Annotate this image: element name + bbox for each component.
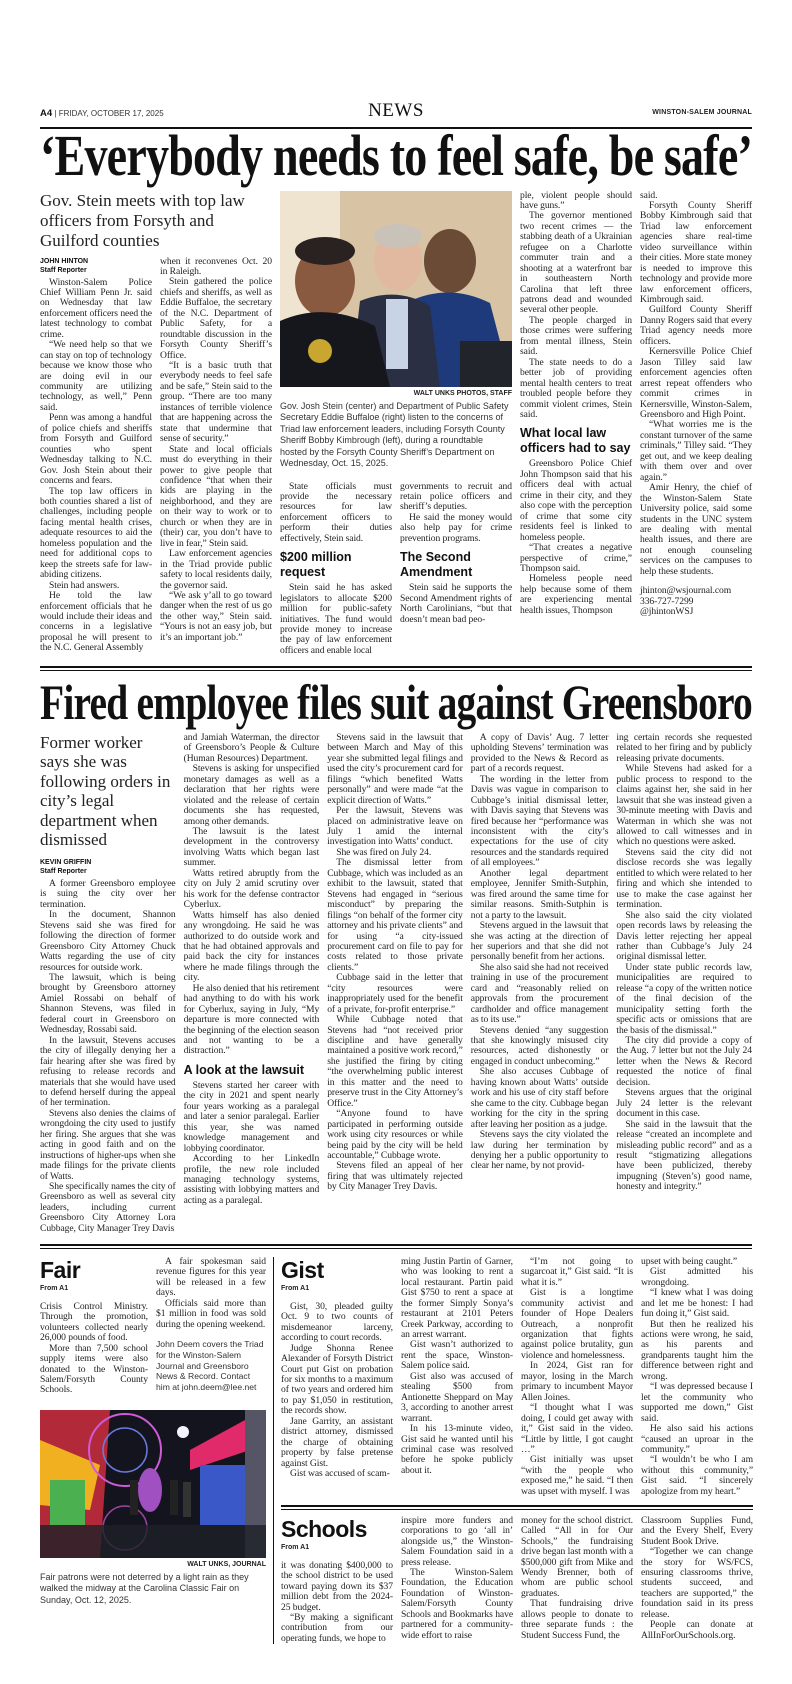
paragraph: She was fired on July 24.: [336, 846, 432, 858]
gist-schools-divider: [281, 1505, 753, 1510]
paragraph: “Anyone found to have participated in performing outside work using city resources or while being paid by the city will be held accountable,” Cubbage wrote.: [327, 1108, 463, 1162]
paragraph: While Stevens had asked for a public process to respond to the claims against her, she said in her lawsuit that she was instead given a 30-minute meeting with Davis and Waterman in which she was not allowed to call witnesses and in which no questions were asked.: [616, 763, 752, 848]
paragraph: Gist also was accused of stealing $500 from Antionette Sheppard on May 3, according to another arrest warrant.: [401, 1370, 513, 1424]
fair-block: [40, 1257, 273, 1607]
paragraph: The lawsuit, which is being brought by Greensboro attorney Amiel Rossabi on behalf of Shannon Stevens, was filed in federal court in Greensboro on Wednesday, Rossabi said.: [40, 971, 176, 1036]
paragraph: Gist initially was upset “with the people who exposed me,” he said. “I then was upset with myself. I was: [521, 1454, 633, 1497]
paragraph: Gist is a longtime community activist and founder of Hope Dealers Outreach, a nonprofit organization that fights against police brutality, gun violence and homelessness.: [521, 1287, 633, 1361]
newspaper-name: WINSTON-SALEM JOURNAL: [652, 109, 752, 116]
gist-column-1-wrap: [281, 1257, 393, 1480]
paragraph: Jane Garrity, an assistant district attorney, dismissed the charge of obtaining property by false pretense against Gist.: [281, 1415, 393, 1469]
paragraph: “I thought what I was doing, I could get away with it,” Gist said in the video. “Little by little, I got caught …”: [521, 1402, 633, 1455]
story1-left-block: [40, 191, 272, 654]
story1-column-4: [400, 482, 512, 626]
paragraph: “By making a significant contribution from our operating funds, we hope to: [281, 1611, 393, 1644]
subhead: What local law officers had to say: [520, 426, 631, 456]
paragraph: In the document, Shannon Stevens said she was fired for following the direction of former Greensboro City Attorney Chuck Watts regarding the use of city resources for outside work.: [40, 909, 176, 973]
paragraph: In the lawsuit, Stevens accuses the city of illegally denying her a fair hearing after she was fired by refusing to release records and materials that she would have used to defend herself during the appeal of her termination.: [40, 1034, 176, 1109]
jump-section: [40, 1257, 752, 1645]
paragraph: Stevens also denies the claims of wrongdoing the city used to justify her firing. She argues that she was acting in good faith and on the instructions of higher-ups when she made filings for the private clients of Watts.: [40, 1107, 176, 1182]
paragraph: Stein had answers.: [49, 579, 120, 591]
paragraph: “What worries me is the constant turnover of the same criminals,” Tilley said. “They get out, and we keep dealing with them over and over again.”: [640, 419, 752, 483]
paragraph: Forsyth County Sheriff Bobby Kimbrough said that Triad law enforcement agencies share real-time video surveillance within their cities. More state money is needed to improve this technology and provide more law enforcement officers, Kimbrough said.: [640, 199, 752, 306]
story1-headline[interactable]: ‘Everybody needs to feel safe, be safe’: [40, 122, 752, 188]
paragraph: He also denied that his retirement had anything to do with his work for Cyberlux, saying in July, “My departure is more connected with the beginning of the election season and not wanting to be a distraction.”: [183, 982, 320, 1057]
paragraph: State officials must provide the necessary resources for law enforcement officers to perform their duties effectively, Stein said.: [280, 480, 392, 544]
paragraph: Amir Henry, the chief of the Winston-Salem State University police, said some students in the UNC system are dealing with mental health issues, and there are not enough counseling services on the campuses to help these students.: [640, 482, 752, 577]
paragraph: “That creates a negative perspective of crime,” Thompson said.: [520, 542, 632, 574]
story1-under-photo-columns: [280, 482, 512, 657]
paragraph: In his 13-minute video, Gist said he wanted until his criminal case was resolved before he spoke publicly about it.: [401, 1423, 513, 1476]
gist-column-1: [281, 1302, 393, 1480]
paragraph: Officials said more than $1 million in food was sold during the opening weekend.: [156, 1297, 266, 1330]
fair-photo-credit: WALT UNKS, JOURNAL: [187, 1560, 266, 1568]
gist-column-3: [521, 1257, 633, 1497]
schools-jump-label: From A1: [281, 1543, 310, 1551]
schools-column-4: [641, 1516, 753, 1641]
byline-role: Staff Reporter: [40, 867, 87, 875]
story2-headline[interactable]: Fired employee files suit against Greensboro: [40, 673, 752, 730]
paragraph: In 2024, Gist ran for mayor, losing in the March primary to incumbent Mayor Allen Joines.: [521, 1360, 633, 1403]
paragraph: “Together we can change the story for WS/FCS, ensuring classrooms thrive, students succeed, and teachers are supported,” the foundation said in its press release.: [641, 1546, 753, 1620]
paragraph: Homeless people need help because some of them are experiencing mental health issues, Thompson: [520, 573, 632, 616]
paragraph: Greensboro Police Chief John Thompson said that his officers deal with actual crime in their city, and they also cope with the perception of crime that some city residents feel is linked to homeless people.: [520, 458, 632, 543]
paragraph: She said in the lawsuit that the release “created an incomplete and misleading public record” and as a result “stigmatizing allegations have been publicized, thereby impugning (Steven’s) good name, honesty and integrity.”: [616, 1118, 752, 1193]
story1-photo[interactable]: [280, 191, 512, 387]
paragraph-continued: and Jamiah Waterman, the director of Greensboro’s People & Culture (Human Resources) Department.: [183, 731, 320, 764]
paragraph: Stein said he supports the Second Amendment rights of North Carolinians, “but that doesn’t mean bad peo-: [400, 582, 512, 625]
schools-column-1: [281, 1561, 393, 1645]
roundtable-photo-illustration: [280, 191, 512, 387]
paragraph: “I knew what I was doing and let me be honest: I had fun doing it,” Gist said.: [641, 1287, 753, 1320]
story2-column-2: [184, 733, 320, 1206]
gist-schools-block: [273, 1257, 753, 1645]
gist-column-4: [641, 1257, 753, 1497]
story2-column-5: [616, 733, 752, 1193]
paragraph: The governor mentioned two recent crimes — the stabbing death of a Ukrainian refugee on a Charlotte commuter train and a shooting at a waterfront bar in southeastern North Carolina that left three patrons dead and wounded several other people.: [520, 210, 632, 316]
paragraph: Stevens argued in the lawsuit that she was acting at the direction of her superiors and that she did not personally benefit from her actions.: [470, 920, 609, 963]
paragraph-continued: ple, violent people should have guns.”: [520, 189, 632, 211]
byline-name: KEVIN GRIFFIN: [40, 858, 92, 866]
paragraph: State and local officials must do everything in their power to give people that confidence “that when their kids are playing in the neighborhood, and they are on their way to work or to church or when they are in (their) car, you don’t have to live in fear,” Stein said.: [160, 443, 272, 549]
story1-photo-caption: Gov. Josh Stein (center) and Department of Public Safety Secretary Eddie Buffaloe (right) listen to the concerns of Triad law enforcement leaders, including Forsyth County Sheriff Bobby Kimbrough (left), during a roundtable hosted by the Forsyth County Sheriff’s Department on Wednesday, Oct. 15, 2025.: [280, 400, 509, 468]
paragraph: She specifically names the city of Greensboro as well as several city leaders, including current Greensboro City Attorney Lora Cubbage, City Manager Trey Davis: [40, 1181, 176, 1234]
schools-column-1-wrap: [281, 1516, 393, 1645]
paragraph: Stevens said in the lawsuit that between March and May of this year she submitted legal filings and used the city’s procurement card for filings “which benefited Watts personally” and were made “at the explicit direction of Watts.”: [327, 731, 463, 806]
story1-column-5: [520, 191, 632, 617]
contact-phone: 336-727-7299: [640, 595, 694, 607]
paragraph: Stevens denied “any suggestion that she knowingly misused city resources, acted dishonestly or engaged in conduct unbecoming.”: [470, 1024, 609, 1067]
paragraph: Kernersville Police Chief Jason Tilley said law enforcement agencies often arrest repeat offenders who commit crimes in Kernersville, Winston-Salem, Greensboro and High Point.: [640, 346, 752, 421]
paragraph: Stevens started her career with the city in 2021 and spent nearly four years working as a paralegal and later a senior paralegal. Earlier this year, she was named knowledge management and lobbying coordinator.: [183, 1079, 320, 1154]
paragraph: The state needs to do a better job of providing mental health centers to treat troubled people before they commit violent crimes, Stein said.: [520, 356, 632, 421]
section-divider: [40, 1244, 752, 1249]
story1-contact: [640, 586, 752, 617]
page-number: A4: [40, 108, 53, 119]
story1-photo-block: [280, 191, 512, 657]
paragraph: She also said she had not received training in use of the procurement card and “reasonably relied on approvals from the procurement cardholder and office management as to its use.”: [470, 961, 609, 1026]
paragraph-continued: said.: [640, 189, 658, 201]
schools-column-2: [401, 1516, 513, 1641]
paragraph: Stevens says the city violated the law during her termination by denying her a public opportunity to clear her name, by not provid-: [470, 1129, 609, 1172]
paragraph: The lawsuit is the latest development in the controversy involving Watts which began last summer.: [183, 825, 320, 869]
subhead: The Second Amendment: [400, 550, 473, 580]
story2-column-3: [327, 733, 463, 1193]
story1-headline-wrap: [40, 122, 752, 188]
paragraph: Guilford County Sheriff Danny Rogers said that every Triad agency needs more officers.: [640, 304, 752, 347]
paragraph: Per the lawsuit, Stevens was placed on administrative leave on July 1 amid the internal investigation into Watts’ conduct.: [327, 805, 463, 848]
schools-columns: [281, 1516, 753, 1645]
subhead: $200 million request: [280, 550, 352, 580]
story2-column-1-wrap: [40, 733, 176, 1234]
paragraph: He also said his actions “caused an uproar in the community.”: [641, 1423, 753, 1455]
paragraph: A fair spokesman said revenue figures for this year will be released in a few days.: [156, 1255, 266, 1299]
author-tagline: John Deem covers the Triad for the Winston-Salem Journal and Greensboro News & Record. Contact him at john.deem@lee.net: [156, 1338, 264, 1393]
paragraph: He told the law enforcement officials that he would include their ideas and concerns in a legislative proposal he will present to the N.C. General Assembly: [40, 590, 152, 654]
story-divider: [40, 666, 752, 671]
paragraph: While Cubbage noted that Stevens had “not received prior discipline and have generally maintained a positive work record,” she justified the firing by citing “the overwhelming public interest in this matter and the need to preserve trust in the City Attorney’s Office.”: [327, 1014, 463, 1109]
paragraph-continued: Classroom Supplies Fund, and the Every Shelf, Every Student Book Drive.: [641, 1514, 753, 1547]
story2-deck: Former worker says she was following orders in city’s legal department when dismissed: [40, 732, 171, 850]
paragraph-continued: upset with being caught.”: [641, 1255, 738, 1267]
paragraph: The people charged in those crimes were suffering from mental illness, Stein said.: [520, 314, 632, 358]
section-name: NEWS: [368, 100, 424, 121]
paragraph: Watts himself has also denied any wrongdoing. He said he was authorized to do outside work and that he had obtained approvals and paid back the city for instances where he made filings through the city.: [183, 909, 320, 984]
paragraph: A copy of Davis’ Aug. 7 letter upholding Stevens’ termination was provided to the News & Record as part of a records request.: [470, 731, 609, 775]
fair-photo[interactable]: [40, 1410, 266, 1558]
paragraph: Penn was among a handful of police chiefs and sheriffs from Forsyth and Guilford counties who spent Wednesday talking to N.C. Gov. Josh Stein about their concerns and fears.: [40, 412, 152, 487]
story1-column-6: [640, 191, 752, 578]
paragraph: Gist, 30, pleaded guilty Oct. 9 to two counts of misdemeanor larceny, according to court records.: [281, 1300, 393, 1344]
paragraph: Another legal department employee, Jennifer Smith-Sutphin, was fired around the same time for similar reasons. Smith-Sutphin is not a party to the lawsuit.: [470, 867, 609, 921]
paragraph: The city did provide a copy of the Aug. 7 letter but not the July 24 letter when the News & Record requested the notice of final decision.: [616, 1035, 752, 1088]
issue-date: FRIDAY, OCTOBER 17, 2025: [58, 109, 164, 118]
gist-column-2: [401, 1257, 513, 1477]
paragraph: Judge Shonna Renee Alexander of Forsyth District Court put Gist on probation for six months to a maximum of two years and ordered him to pay $1,050 in restitution, the records show.: [281, 1342, 393, 1417]
paragraph-continued: money for the school district. Called “All in for Our Schools,” the fundraising drive began last month with a $500,000 gift from Mike and Wendy Brenner, both of whom are public school graduates.: [521, 1514, 633, 1599]
fair-jump-label: From A1: [40, 1284, 69, 1292]
paragraph: The top law officers in both counties shared a list of challenges, including people facing mental health crises, adequate resources to aid the homeless population and the need for additional cops to keep the streets safe for law-abiding citizens.: [40, 485, 152, 581]
fair-photo-caption: Fair patrons were not deterred by a light rain as they walked the midway at the Carolina Classic Fair on Sunday, Oct. 12, 2025.: [40, 1571, 249, 1605]
story2-byline: [40, 858, 176, 876]
gist-jump-label: From A1: [281, 1284, 310, 1292]
paragraph: Stevens is asking for unspecified monetary damages as well as a declaration that her rights were violated and the release of certain documents she has requested, among other demands.: [183, 763, 320, 827]
paragraph: She also accuses Cubbage of having known about Watts’ outside work and his use of city staff before she came to the city. Cubbage began working for the city in the spring after leaving her position as a judge.: [470, 1066, 609, 1130]
paragraph: He said the money would also help pay for crime prevention programs.: [400, 511, 512, 544]
paragraph: That fundraising drive allows people to donate to three separate funds : the Student Success Fund, the: [521, 1598, 633, 1641]
subhead: A look at the lawsuit: [183, 1062, 304, 1077]
paragraph: Cubbage said in the letter that “city resources were inappropriately used for the benefit of a private, for-profit enterprise.”: [327, 972, 463, 1015]
fair-column-1: [40, 1302, 148, 1396]
story1-column-2: [160, 257, 272, 644]
paragraph: She also said the city violated open records laws by releasing the Davis letter rejecting her appeal rather than Cubbage’s July 24 original dismissal letter.: [616, 909, 752, 963]
paragraph: Gist wasn’t authorized to rent the space, Winston-Salem police said.: [401, 1339, 513, 1372]
fair-column-2: [156, 1257, 266, 1330]
story2-column-4: [471, 733, 609, 1172]
paragraph: Law enforcement agencies in the Triad provide public safety to local residents daily, the governor said.: [160, 548, 272, 591]
fair-columns: [40, 1257, 266, 1396]
paragraph-continued: governments to recruit and retain police officers and sheriff’s deputies.: [400, 480, 512, 513]
paragraph: “It is a basic truth that everybody needs to feel safe and be safe,” Stein said to the group. “There are too many instances of terrible violence that are happening across the state that undermine that sense of security.”: [160, 360, 272, 445]
paragraph: Gist admitted his wrongdoing.: [641, 1266, 753, 1288]
story1-column-6-wrap: [640, 191, 752, 618]
paragraph: A former Greensboro employee is suing the city over her termination.: [40, 877, 176, 910]
paragraph: But then he realized his actions were wrong, he said, as his parents and grandparents taught him the difference between right and wrong.: [641, 1318, 753, 1382]
paragraph: The wording in the letter from Davis was vague in comparison to Cubbage’s initial dismissal letter, with Davis saying that Stevens was fired because her “performance was inconsistent with the city’s expectations for the use of city resources and the standards required of all employees.”: [470, 773, 609, 869]
story1-photo-credit: WALT UNKS PHOTOS, STAFF: [413, 389, 512, 397]
paragraph-continued: ming Justin Partin of Garner, who was looking to rent a local restaurant. Partin paid Gist $750 to rent a space at the former Simply Sonya’s restaurant at 2101 Peters Creek Parkway, according to an arrest warrant.: [401, 1255, 513, 1340]
byline-name: JOHN HINTON: [40, 257, 89, 265]
paragraph-continued: Crisis Control Ministry. Through the promotion, volunteers collected nearly 26,000 pounds of food.: [40, 1300, 148, 1344]
paragraph: Stevens filed an appeal of her firing that was ultimately rejected by City Manager Trey Davis.: [327, 1160, 463, 1193]
contact-email[interactable]: jhinton@wsjournal.com: [640, 585, 732, 597]
byline-role: Staff Reporter: [40, 266, 87, 274]
paragraph-continued: inspire more funders and corporations to go ‘all in’ alongside us,” the Winston-Salem Foundation said in a press release.: [401, 1514, 513, 1568]
paragraph: Stein gathered the police chiefs and sheriffs, as well as Eddie Buffaloe, the secretary of the N.C. Department of Public Safety, for a roundtable discussion in the Forsyth County Sheriff’s Office.: [160, 276, 272, 361]
paragraph: Stevens argues that the original July 24 letter is the relevant document in this case.: [616, 1087, 752, 1120]
story1-column-1: [40, 278, 152, 654]
fair-column-1-wrap: [40, 1257, 148, 1396]
folio-separator: |: [54, 109, 59, 118]
story2-column-1: [40, 879, 176, 1234]
story1-left-columns: [40, 257, 272, 654]
story1-byline: [40, 257, 152, 275]
paragraph: The Winston-Salem Foundation, the Education Foundation of Winston-Salem/Forsyth County Schools and Bookmarks have partnered for a community-wide effort to raise: [401, 1566, 513, 1641]
fair-column-2-wrap: [156, 1257, 266, 1393]
fair-jump-title: Fair: [40, 1256, 81, 1283]
story1-column-1-wrap: [40, 257, 152, 654]
story1-column-3: [280, 482, 392, 657]
paragraph-continued: when it reconvenes Oct. 20 in Raleigh.: [160, 255, 272, 277]
schools-column-3: [521, 1516, 633, 1641]
fair-midway-photo-illustration: [40, 1410, 266, 1558]
paragraph: Under state public records law, municipalities are required to release “a copy of the written notice of the final decision of the municipality setting forth the specific acts or omissions that are the basis of the dismissal.”: [616, 961, 752, 1036]
paragraph: Stevens said the city did not disclose records she was legally entitled to which were related to her firing and which she intended to use to make the case against her termination.: [616, 846, 752, 911]
paragraph: According to her LinkedIn profile, the new role included managing technology systems, assisting with lobbying matters and acting as a paralegal.: [183, 1153, 320, 1206]
paragraph: “We need help so that we can stay on top of technology because we know those who are doing evil in our community are utilizing technology, as well,” Penn said.: [40, 339, 152, 413]
paragraph-continued: it was donating $400,000 to the school district to be used toward paying down its $37 million debt from the 2024-25 budget.: [281, 1559, 393, 1613]
paragraph: People can donate at AllInForOurSchools.org.: [641, 1619, 753, 1641]
story2-body: [40, 733, 752, 1234]
paragraph: “I was depressed because I let the community who supported me down,” Gist said.: [641, 1381, 753, 1424]
paragraph: More than 7,500 school supply items were also donated to the Winston-Salem/Forsyth County Schools.: [40, 1342, 148, 1396]
gist-jump-title: Gist: [281, 1256, 324, 1283]
paragraph: “I wouldn’t be who I am without this community,” Gist said. “I sincerely apologize from my heart.”: [641, 1454, 753, 1497]
contact-handle[interactable]: @jhintonWSJ: [640, 606, 694, 618]
story1-deck: Gov. Stein meets with top law officers from Forsyth and Guilford counties: [40, 190, 245, 250]
paragraph: “We ask y’all to go toward danger when the rest of us go the other way,” Stein said. “Yours is not an easy job, but it’s an important job.”: [160, 590, 272, 643]
paragraph: “I’m not going to sugarcoat it,” Gist said. “It is what it is.”: [521, 1255, 633, 1288]
paragraph: Watts retired abruptly from the city on July 2 amid scrutiny over his work for the defense contractor Cyberlux.: [183, 867, 320, 911]
paragraph: Winston-Salem Police Chief William Penn Jr. said on Wednesday that law enforcement officers need the latest technology to combat crime.: [40, 276, 152, 340]
paragraph: Gist was accused of scam-: [290, 1468, 390, 1480]
schools-jump-title: Schools: [281, 1515, 367, 1542]
paragraph: The dismissal letter from Cubbage, which was included as an exhibit to the lawsuit, stated that Stevens had engaged in “serious misconduct” by preparing the filings “on behalf of the former city attorney and his private clients” and for using “a city-issued procurement card on file to pay for costs related to those private clients.”: [327, 857, 463, 973]
gist-columns: [281, 1257, 753, 1497]
paragraph-continued: ing certain records she requested related to her firing and by publicly releasing private documents.: [616, 731, 752, 764]
story1-body: [40, 191, 752, 657]
story2-headline-wrap: [40, 675, 752, 729]
paragraph: Stein said he has asked legislators to allocate $200 million for public-safety initiatives. The fund would provide money to increase the pay of law enforcement officers and enable local: [280, 582, 392, 656]
